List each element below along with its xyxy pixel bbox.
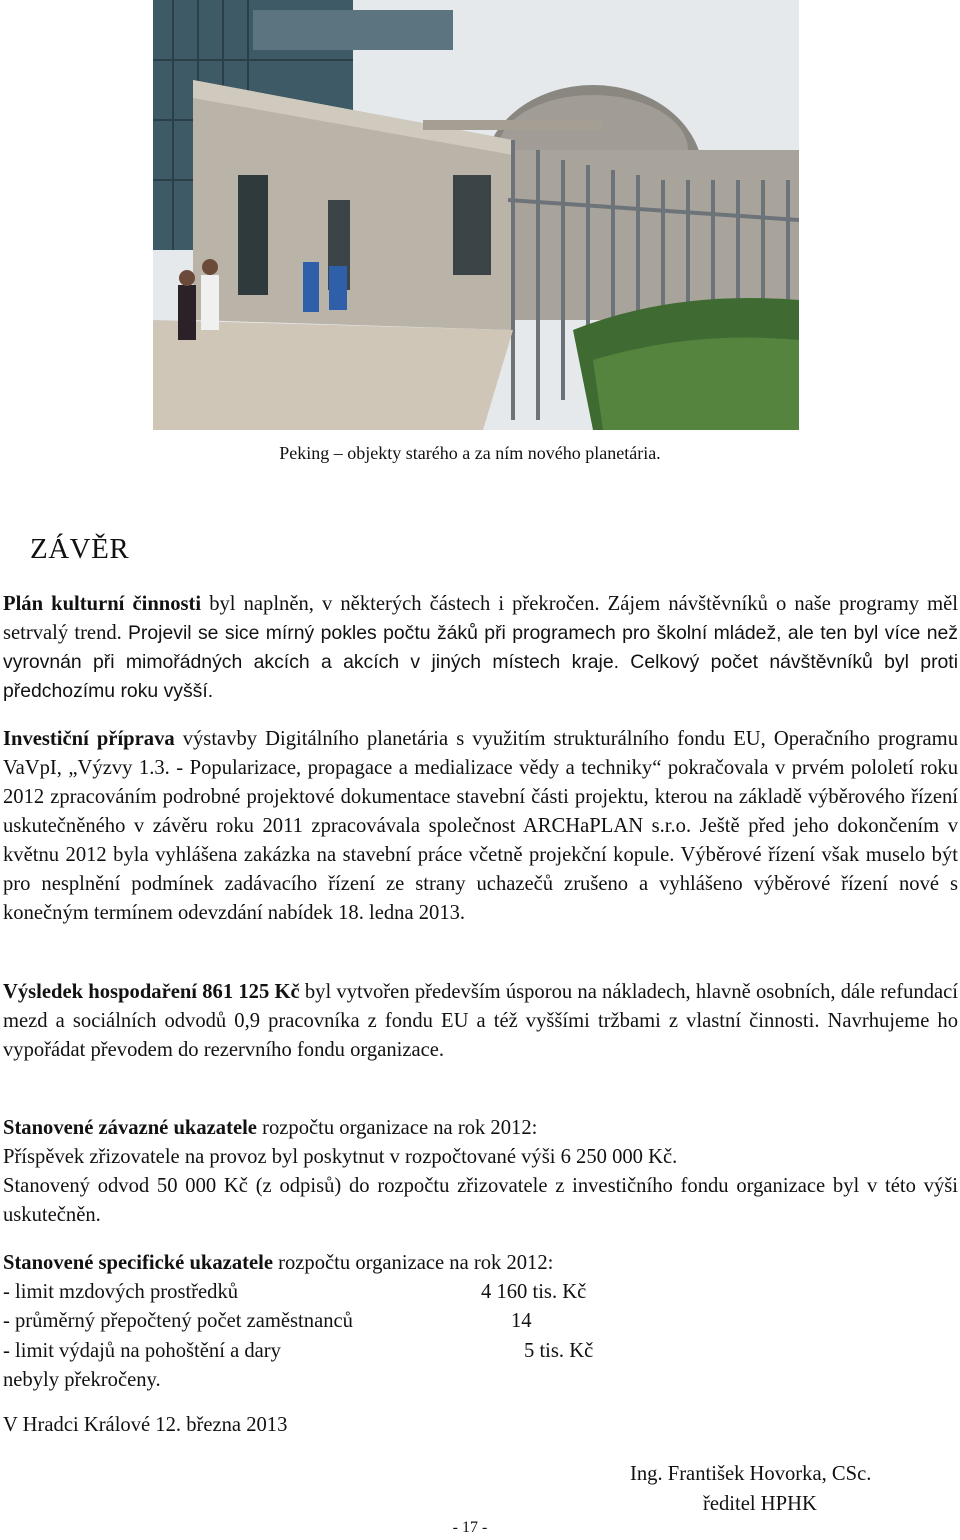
paragraph-lead: Stanovené specifické ukazatele	[3, 1252, 273, 1274]
list-item-label: - limit mzdových prostředků	[3, 1281, 239, 1303]
paragraph-binding-indicators	[3, 1114, 958, 1230]
photo-caption: Peking – objekty starého a za ním nového planetária.	[279, 443, 661, 463]
paragraph-cultural-plan	[3, 590, 958, 706]
list-item	[3, 1307, 532, 1336]
signature-name: Ing. František Hovorka, CSc.	[630, 1463, 872, 1485]
list-item-label: - průměrný přepočtený počet zaměstnanců	[3, 1310, 353, 1332]
levy-line: Stanovený odvod 50 000 Kč (z odpisů) do rozpočtu zřizovatele z investičního fondu organizace byl v této výši uskutečněn.	[3, 1175, 958, 1226]
paragraph-text: výstavby Digitálního planetária s využitím strukturálního fondu EU, Operačního programu VaVpI, „Výzvy 1.3. - Popularizace, propagace a medializace vědy a techniky“ pokračovala v prvém pololetí roku 2012 zpracováním podrobné projektové dokumentace stavební části projektu, kterou na základě výběrového řízení uskutečněného v závěru roku 2011 zpracovávala společnost ARCHaPLAN s.r.o. Ještě před jeho dokončením v květnu 2012 byla vyhlášena zakázka na stavební práce včetně projekční kopule. Výběrové řízení však muselo být pro nesplnění podmínek zadávacího řízení ze strany uchazečů zrušeno a vyhlášeno výběrové řízení nové s konečným termínem odevzdání nabídek 18. ledna 2013.	[3, 728, 959, 924]
paragraph-text-sans: Projevil se sice mírný pokles počtu žáků při programech pro školní mládež, ale ten byl více než vyrovnán při mimořádných akcích a akcích v jiných místech kraje. Celkový počet návštěvníků byl proti předchozímu roku vyšší.	[3, 622, 959, 702]
paragraph-text: byl naplněn, v některých částech i překročen. Zájem návštěvníků o naše programy měl setrvalý trend.	[3, 593, 959, 644]
list-item	[3, 1278, 587, 1307]
paragraph-investment	[3, 725, 958, 928]
signature-role: ředitel HPHK	[703, 1493, 817, 1515]
section-heading: ZÁVĚR	[30, 533, 130, 565]
paragraph-text: byl vytvořen především úsporou na nákladech, hlavně osobních, dále refundací mezd a sociálních odvodů 0,9 pracovníka z fondu EU a též vyššími tržbami z vlastní činnosti. Navrhujeme ho vypořádat převodem do rezervního fondu organizace.	[3, 981, 958, 1061]
list-item-value: 14	[511, 1310, 532, 1332]
paragraph-lead: Investiční příprava	[3, 728, 175, 750]
planetarium-photo	[153, 0, 799, 430]
list-item	[3, 1337, 594, 1366]
place-date: V Hradci Králové 12. března 2013	[3, 1414, 288, 1436]
list-item-value: 5 tis. Kč	[524, 1340, 594, 1362]
paragraph-lead: Stanovené závazné ukazatele	[3, 1117, 257, 1139]
paragraph-lead: Plán kulturní činnosti	[3, 593, 202, 615]
contribution-line: Příspěvek zřizovatele na provoz byl poskytnut v rozpočtované výši 6 250 000 Kč.	[3, 1146, 678, 1168]
paragraph-result	[3, 978, 958, 1065]
paragraph-specific-indicators	[3, 1249, 958, 1278]
list-item-value: 4 160 tis. Kč	[481, 1281, 587, 1303]
list-item-label: - limit výdajů na pohoštění a dary	[3, 1340, 281, 1362]
paragraph-text: rozpočtu organizace na rok 2012:	[272, 1252, 554, 1274]
page-number: - 17 -	[452, 1519, 488, 1536]
paragraph-lead: Výsledek hospodaření 861 125 Kč	[3, 981, 300, 1003]
closing-text: nebyly překročeny.	[3, 1369, 161, 1391]
paragraph-text: rozpočtu organizace na rok 2012:	[256, 1117, 538, 1139]
